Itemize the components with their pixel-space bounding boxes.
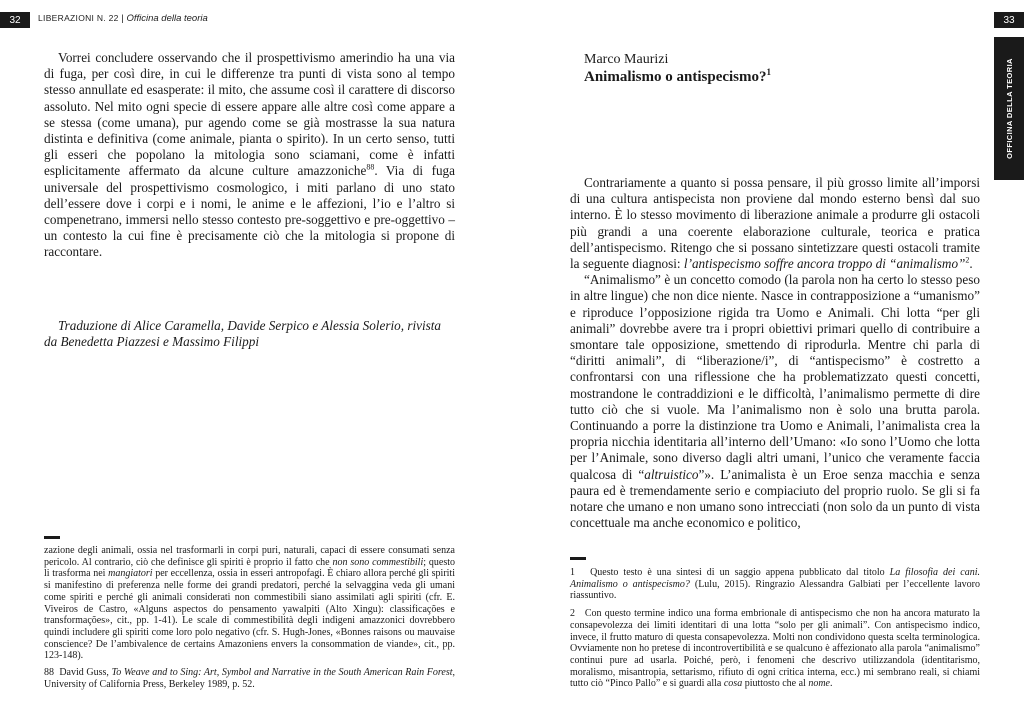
running-head (38, 13, 208, 24)
translation-credit: Traduzione di Alice Caramella, Davide Serpico e Alessia Solerio, rivista da Benedetta Piazzesi e Massimo Filippi (44, 318, 442, 350)
footnote-88: 88 David Guss, To Weave and to Sing: Art, Symbol and Narrative in the South American Rain Forest, University of California Press, Berkeley 1989, p. 52. (44, 667, 456, 690)
paragraph: Vorrei concludere osservando che il prospettivismo amerindio ha una via di fuga, per così dire, in cui le differenze tra punti di vista sono al tempo stesso annullate ed esasperate: il mito, che assume così il carattere di discorso assoluto. Nel mito ogni specie di essere appare alle altre così come appare a se stessa (come umana), pur agendo come se già mostrasse la sua natura distinta e definitiva (come animale, pianta o spirito). In un certo senso, tutti gli esseri che popolano la mitologia sono sciamani, come è infatti esplicitamente affermato da alcune culture amazzoniche$^{88}$. Via di fuga universale del prospettivismo cosmologico, i miti parlano di uno stato dell’essere dove i corpi e i nomi, le anime e le affezioni, l’io e l’altro si compenetrano, immersi nello stesso contesto pre-soggettivo e pre-oggettivo – un contesto la cui fine è precisamente ciò che la mitologia si propone di raccontare. (44, 50, 456, 260)
article-title: Animalismo o antispecismo?$^1$ (584, 67, 772, 85)
footnote-rule (44, 536, 60, 539)
left-footnotes (44, 545, 455, 690)
right-page (512, 0, 1024, 717)
left-body-text (44, 50, 455, 261)
running-head-separator: | (121, 13, 124, 24)
footnote-1: 1 Questo testo è una sintesi di un saggio appena pubblicato dal titolo La filosofia dei cani. Animalismo o antispecismo? (Lulu, 2015). Ringrazio Alessandra Galbiati per l’eccellente lavoro riassuntivo. (570, 567, 981, 602)
running-head-label: LIBERAZIONI N. 22 (38, 13, 119, 23)
article-author: Marco Maurizi (584, 52, 669, 67)
right-footnotes (570, 567, 980, 696)
footnote-continued: zazione degli animali, ossia nel trasformarli in corpi puri, naturali, capaci di essere consumati senza pericolo. Al contrario, ciò che definisce gli spiriti è proprio il fatto che non sono commestibili; questo li trasforma nei mangiatori per eccellenza, ossia in esseri antropofagi. È chiaro allora perché gli spiriti si manifestino di preferenza nelle forme dei grandi predatori, perché la selvaggina veda gli umani come spiriti e perché gli animali considerati non commestibili siano assimilati agli spiriti (cfr. E. Viveiros de Castro, «Alguns aspectos do pensamento yawalpiti (Alto Xingu): classificações e transformações», cit., pp. 1-41). Le scale di commestibilità degli indigeni amazzonici dovrebbero quindi includere gli spiriti come loro polo negativo (cfr. S. Hugh-Jones, «Bonnes raisons ou mauvaise conscience? De l’ambivalence de certains Amazoniens envers la consommation de viande», cit., pp. 123-148). (44, 545, 456, 662)
page-number-left: 32 (0, 12, 30, 28)
right-body-text (570, 175, 980, 531)
running-head-subtitle: Officina della teoria (126, 13, 208, 24)
page-number-right: 33 (994, 12, 1024, 28)
paragraph-1: Contrariamente a quanto si possa pensare, il più grosso limite all’imporsi di una cultura antispecista non proviene dal mondo esterno bensì dal suo interno. È lo stesso movimento di liberazione animale a produrre gli ostacoli più grandi a una coerente elaborazione culturale, teorica e pratica dell’antispecismo. Ritengo che si possano sintetizzare questi ostacoli tramite la seguente diagnosi: l’antispecismo soffre ancora troppo di “animalismo”$^2$. (570, 175, 980, 272)
section-side-tab (994, 37, 1024, 180)
side-tab-label: OFFICINA DELLA TEORIA (1004, 58, 1014, 159)
paragraph-2: “Animalismo” è un concetto comodo (la parola non ha certo lo stesso peso in altre lingue) che non dice niente. Nasce in contrapposizione a “umanismo” e riproduce l’opposizione rigida tra Uomo e Animali. Chi lotta “per gli animali” dovrebbe avere tra i propri obiettivi primari quello di contribuire a smontare tale opposizione, smettendo di riprodurla. Mentre chi parla di “diritti animali”, di “liberazione/i”, di “antispecismo” è costretto a confrontarsi con una riflessione che ha problematizzato questi concetti, mostrandone le contraddizioni e le difficoltà, l’animalismo permette di dire tutto ciò che si vuole. Ma l’animalismo non è solo una brutta parola. Continuando a porre la distinzione tra Uomo e Animali, l’animalista crea la propria nicchia identitaria all’interno dell’Umano: «Io sono l’Uomo che lotta per l’Animale, sono diverso dagli altri umani, l’unico che veramente faccia qualcosa di “altruistico”». L’animalista è un Eroe senza macchia e senza paura ed è tremendamente serio e compiaciuto del proprio ruolo. Se gli si fa notare che umano e non umano sono intrecciati (non solo da un punto di vista concettuale ma anche economico e politico, (570, 272, 980, 531)
footnote-ref-1: 1 (766, 67, 772, 77)
footnote-rule (570, 557, 586, 560)
footnote-ref-88: 88 (366, 163, 375, 173)
footnote-ref-2: 2 (965, 255, 970, 265)
footnote-2: 2 Con questo termine indico una forma embrionale di antispecismo che non ha ancora maturato la consapevolezza dei limiti identitari di una lotta “solo per gli animali”. Con antispecismo indico, invece, il frutto maturo di questa consapevolezza. Molti non condividono questa scelta terminologica. Ovviamente non ho pretese di incontrovertibilità e se qualcuno è affezionato alla parola “animalismo” continui pure ad usarla. Poiché, però, i fenomeni che descrivo utilizzandola (identitarismo, moralismo, misantropia, settarismo, rifiuto di ogni critica interna, ecc.) mi sembrano reali, si chiami tutto ciò “Pinco Pallo” e si guardi alla cosa piuttosto che al nome. (570, 608, 980, 690)
